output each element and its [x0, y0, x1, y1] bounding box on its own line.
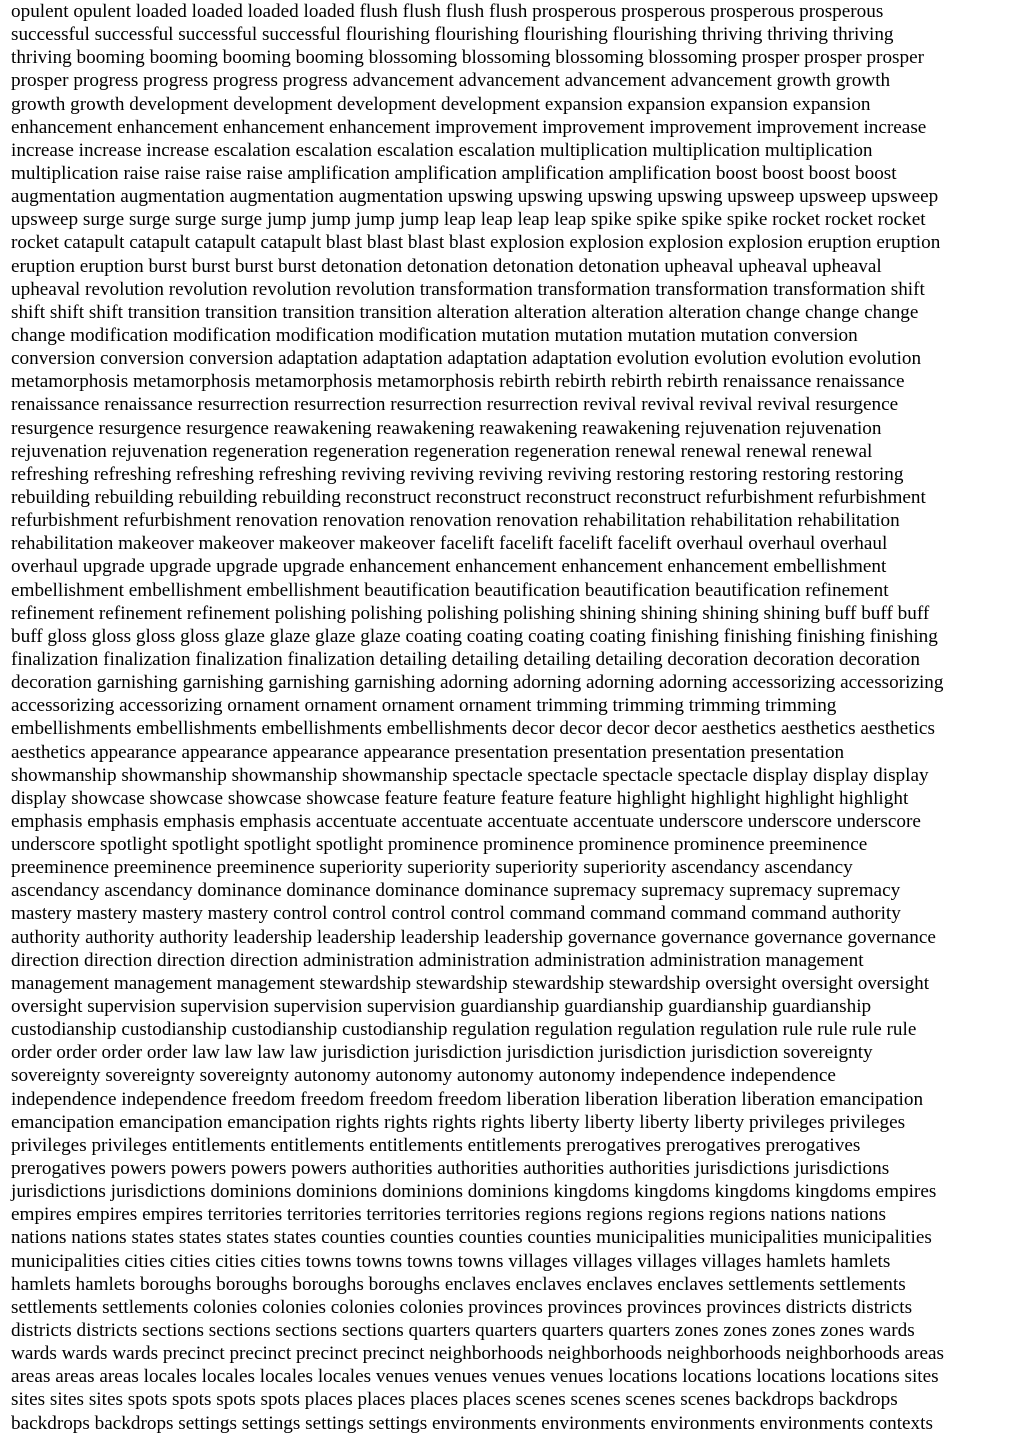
text-line: increase increase increase escalation escalation escalation escalation multiplication multiplication multiplication [11, 139, 873, 161]
text-line: showmanship showmanship showmanship showmanship spectacle spectacle spectacle spectacle display display display [11, 764, 929, 786]
text-line: empires empires empires territories territories territories territories regions regions regions regions nations nations [11, 1204, 886, 1226]
text-line: nations nations states states states states counties counties counties counties municipalities municipalities municipalities [11, 1227, 932, 1249]
text-line: overhaul upgrade upgrade upgrade upgrade enhancement enhancement enhancement enhancement embellishment [11, 556, 887, 578]
text-line: refinement refinement refinement polishing polishing polishing polishing shining shining shining shining buff buff buff [11, 602, 930, 624]
text-line: multiplication raise raise raise raise amplification amplification amplification amplification boost boost boost boost [11, 162, 897, 184]
text-line: renaissance renaissance resurrection resurrection resurrection resurrection revival revival revival revival resurgence [11, 394, 899, 416]
text-line: preeminence preeminence preeminence superiority superiority superiority superiority ascendancy ascendancy [11, 857, 853, 879]
text-line: sovereignty sovereignty sovereignty autonomy autonomy autonomy autonomy independence independence [11, 1065, 836, 1087]
body-text [11, 0, 1019, 1435]
text-line: emphasis emphasis emphasis emphasis accentuate accentuate accentuate accentuate underscore underscore underscore [11, 810, 921, 832]
text-line: growth growth development development development development expansion expansion expansion expansion [11, 93, 871, 115]
text-line: custodianship custodianship custodianship custodianship regulation regulation regulation regulation rule rule rule rule [11, 1019, 917, 1041]
text-line: opulent opulent loaded loaded loaded loaded flush flush flush flush prosperous prosperous prosperous prosperous [11, 1, 884, 22]
text-line: rocket catapult catapult catapult catapult blast blast blast blast explosion explosion explosion explosion eruption eruption [11, 232, 941, 254]
text-line: municipalities cities cities cities cities towns towns towns towns villages villages villages villages hamlets hamlets [11, 1250, 891, 1272]
text-line: enhancement enhancement enhancement enhancement improvement improvement improvement improvement increase [11, 116, 927, 138]
text-line: display showcase showcase showcase showcase feature feature feature feature highlight highlight highlight highlight [11, 787, 909, 809]
text-line: thriving booming booming booming booming blossoming blossoming blossoming blossoming prosper prosper prosper [11, 47, 925, 69]
text-line: upsweep surge surge surge surge jump jump jump jump leap leap leap leap spike spike spike spike rocket rocket rocket [11, 209, 926, 231]
text-line: independence independence freedom freedom freedom freedom liberation liberation liberation liberation emancipation [11, 1088, 924, 1110]
text-line: sites sites sites spots spots spots spots places places places places scenes scenes scenes scenes backdrops backdrops [11, 1389, 898, 1411]
text-line: embellishment embellishment embellishment beautification beautification beautification beautification refinement [11, 579, 889, 601]
text-line: aesthetics appearance appearance appearance appearance presentation presentation presentation presentation [11, 741, 845, 763]
text-line: emancipation emancipation emancipation rights rights rights rights liberty liberty liberty liberty privileges privileges [11, 1111, 906, 1133]
text-line: buff gloss gloss gloss gloss glaze glaze glaze glaze coating coating coating coating finishing finishing finishing finishing [11, 625, 938, 647]
text-line: metamorphosis metamorphosis metamorphosis metamorphosis rebirth rebirth rebirth rebirth renaissance renaissance [11, 371, 905, 393]
text-line: finalization finalization finalization finalization detailing detailing detailing detailing decoration decoration decoration [11, 648, 920, 670]
text-line: change modification modification modification modification mutation mutation mutation mutation conversion [11, 324, 858, 346]
text-line: shift shift shift transition transition transition transition alteration alteration alteration alteration change change change [11, 301, 919, 323]
text-line: augmentation augmentation augmentation augmentation upswing upswing upswing upswing upsweep upsweep upsweep [11, 186, 939, 208]
text-line: decoration garnishing garnishing garnishing garnishing adorning adorning adorning adorning accessorizing accessorizing [11, 672, 944, 694]
text-line: eruption eruption burst burst burst burst detonation detonation detonation detonation upheaval upheaval upheaval [11, 255, 882, 277]
text-line: embellishments embellishments embellishments embellishments decor decor decor decor aesthetics aesthetics aesthetics [11, 718, 935, 740]
text-line: direction direction direction direction administration administration administration administration management [11, 949, 864, 971]
text-line: resurgence resurgence resurgence reawakening reawakening reawakening reawakening rejuvenation rejuvenation [11, 417, 882, 439]
text-line: oversight supervision supervision supervision supervision guardianship guardianship guardianship guardianship [11, 996, 872, 1018]
text-line: upheaval revolution revolution revolution revolution transformation transformation transformation transformation shift [11, 278, 925, 300]
text-line: authority authority authority leadership leadership leadership leadership governance governance governance governance [11, 926, 936, 948]
text-line: refurbishment refurbishment renovation renovation renovation renovation rehabilitation rehabilitation rehabilitation [11, 510, 900, 532]
text-line: areas areas areas locales locales locales locales venues venues venues venues locations locations locations locations sites [11, 1366, 939, 1388]
text-line: settlements settlements colonies colonies colonies colonies provinces provinces provinces provinces districts districts [11, 1296, 913, 1318]
text-line: privileges privileges entitlements entitlements entitlements entitlements prerogatives prerogatives prerogatives [11, 1134, 861, 1156]
text-line: accessorizing accessorizing ornament ornament ornament ornament trimming trimming trimming trimming [11, 695, 837, 717]
text-line: mastery mastery mastery mastery control control control control command command command command authority [11, 903, 901, 925]
text-line: prosper progress progress progress progress advancement advancement advancement advancement growth growth [11, 70, 891, 92]
text-line: jurisdictions jurisdictions dominions dominions dominions dominions kingdoms kingdoms kingdoms kingdoms empires [11, 1181, 937, 1203]
text-line: successful successful successful successful flourishing flourishing flourishing flourishing thriving thriving thriving [11, 24, 894, 46]
text-line: districts districts sections sections sections sections quarters quarters quarters quarters zones zones zones zones wards [11, 1320, 915, 1342]
text-line: wards wards wards precinct precinct precinct precinct neighborhoods neighborhoods neighborhoods neighborhoods areas [11, 1343, 944, 1365]
text-line: refreshing refreshing refreshing refreshing reviving reviving reviving reviving restoring restoring restoring restoring [11, 463, 904, 485]
text-line: ascendancy ascendancy dominance dominance dominance dominance supremacy supremacy supremacy supremacy [11, 880, 901, 902]
text-line: order order order order law law law law jurisdiction jurisdiction jurisdiction jurisdiction jurisdiction sovereignty [11, 1042, 873, 1064]
text-line: conversion conversion conversion adaptation adaptation adaptation adaptation evolution evolution evolution evolution [11, 348, 922, 370]
text-line: backdrops backdrops settings settings settings settings environments environments environments environments contexts [11, 1412, 933, 1434]
text-line: hamlets hamlets boroughs boroughs boroughs boroughs enclaves enclaves enclaves enclaves settlements settlements [11, 1273, 906, 1295]
text-line: rejuvenation rejuvenation regeneration regeneration regeneration regeneration renewal renewal renewal renewal [11, 440, 873, 462]
text-line: underscore spotlight spotlight spotlight spotlight prominence prominence prominence prominence preeminence [11, 834, 868, 856]
text-line: rehabilitation makeover makeover makeover makeover facelift facelift facelift facelift overhaul overhaul overhaul [11, 533, 888, 555]
text-line: rebuilding rebuilding rebuilding rebuilding reconstruct reconstruct reconstruct reconstruct refurbishment refurbishment [11, 486, 926, 508]
text-line: management management management stewardship stewardship stewardship stewardship oversight oversight oversight [11, 972, 930, 994]
text-line: prerogatives powers powers powers powers authorities authorities authorities authorities jurisdictions jurisdictions [11, 1158, 890, 1180]
